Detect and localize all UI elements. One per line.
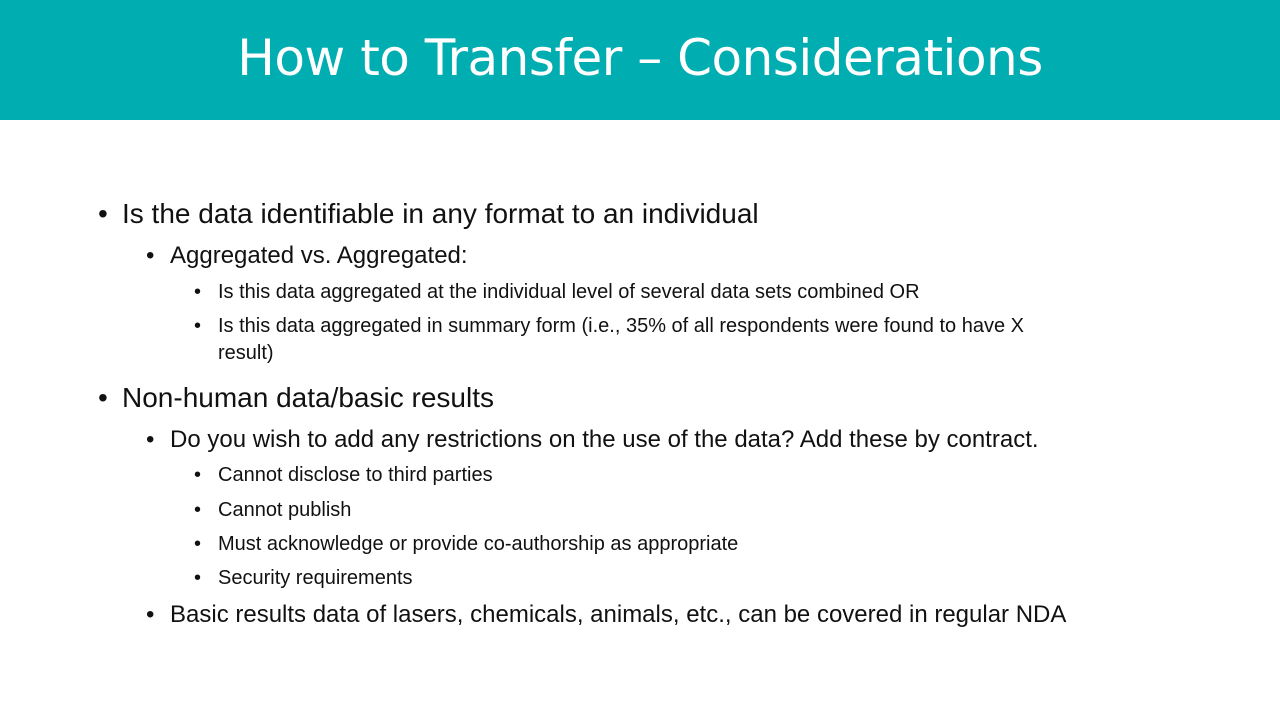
- bullet-text-continuation: result): [218, 342, 274, 364]
- bullet-text: Aggregated vs. Aggregated:: [170, 242, 468, 269]
- bullet-icon: •: [146, 601, 155, 628]
- bullet-text: Must acknowledge or provide co-authorship as appropriate: [218, 533, 739, 555]
- bullet-text: Is the data identifiable in any format to an individual: [122, 198, 759, 229]
- bullet-icon: •: [98, 198, 108, 229]
- bullet-text: Do you wish to add any restrictions on the use of the data? Add these by contract.: [170, 426, 1039, 453]
- bullet-icon: •: [146, 242, 155, 269]
- bullet-icon: •: [194, 533, 202, 555]
- bullet-icon: •: [194, 567, 202, 589]
- bullet-icon: •: [194, 464, 202, 486]
- bullet-icon: •: [194, 499, 202, 521]
- bullet-text: Is this data aggregated in summary form (i.e., 35% of all respondents were found to have X: [218, 315, 1024, 337]
- bullet-text: Non-human data/basic results: [122, 382, 494, 413]
- slide-title: How to Transfer – Considerations: [237, 28, 1043, 87]
- bullet-text: Cannot publish: [218, 499, 352, 521]
- bullet-text: Cannot disclose to third parties: [218, 464, 493, 486]
- bullet-text: Basic results data of lasers, chemicals, animals, etc., can be covered in regular NDA: [170, 601, 1067, 628]
- bullet-icon: •: [146, 426, 155, 453]
- bullet-text: Is this data aggregated at the individual level of several data sets combined OR: [218, 281, 920, 303]
- bullet-icon: •: [194, 281, 202, 303]
- bullet-text: Security requirements: [218, 567, 413, 589]
- bullet-icon: •: [194, 315, 202, 337]
- bullet-icon: •: [98, 382, 108, 413]
